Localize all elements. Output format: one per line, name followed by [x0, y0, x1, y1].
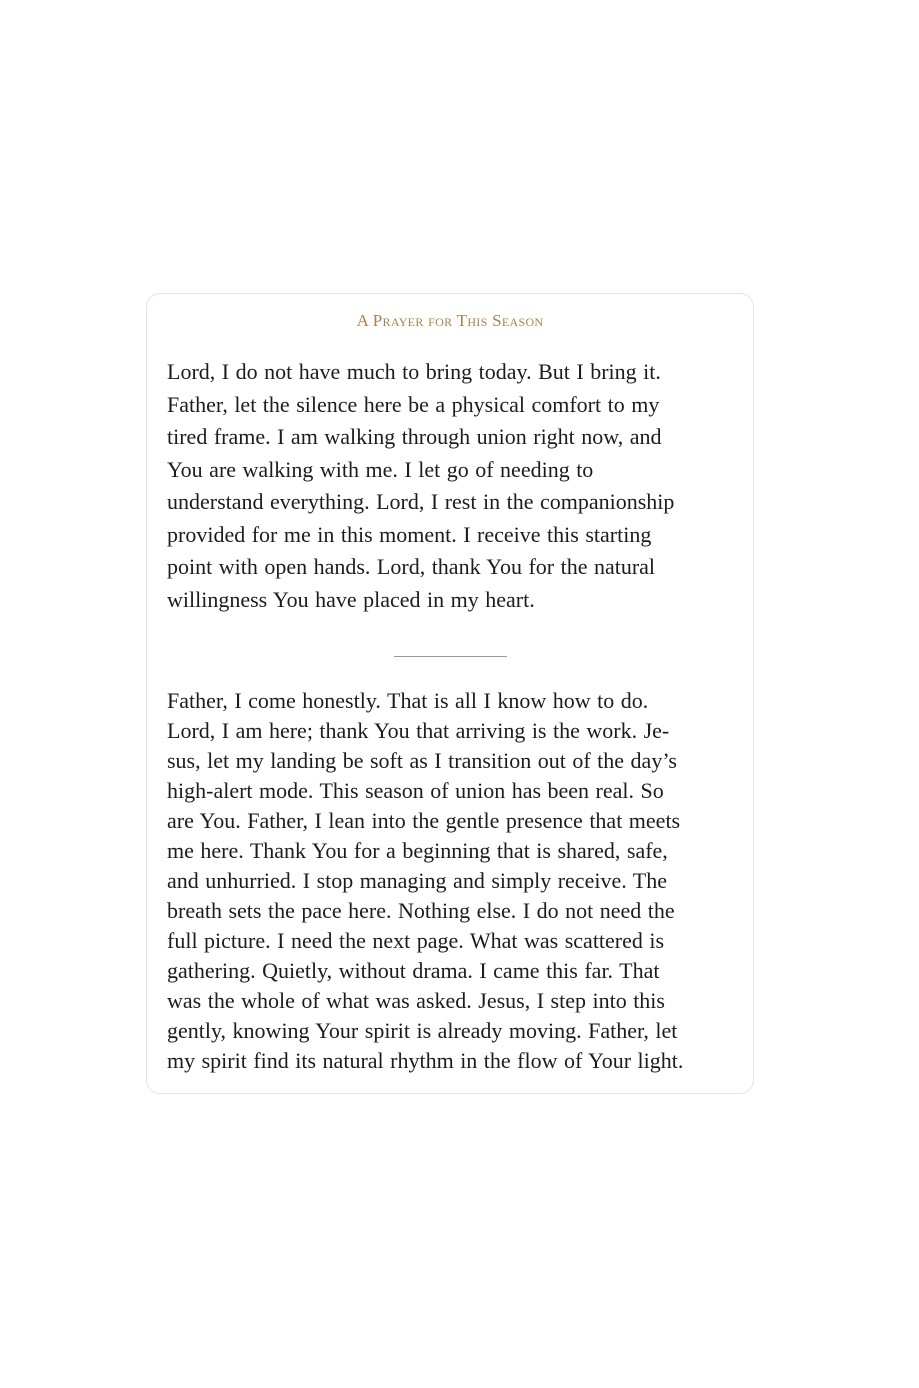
paragraph-line: gently, knowing Your spirit is already moving. Father, let [167, 1018, 678, 1043]
paragraph-line: breath sets the pace here. Nothing else. I do not need the [167, 898, 675, 923]
section-divider [394, 656, 507, 657]
paragraph-line: You are walking with me. I let go of needing to [167, 456, 594, 482]
paragraph-line: Lord, I am here; thank You that arriving is the work. Je- [167, 718, 670, 743]
paragraph-line: full picture. I need the next page. What was scattered is [167, 928, 665, 953]
paragraph-line: Father, I come honestly. That is all I know how to do. [167, 688, 649, 713]
paragraph-line: Lord, I do not have much to bring today. But I bring it. [167, 359, 661, 384]
paragraph-line: point with open hands. Lord, thank You for the natural [167, 554, 656, 579]
paragraph-line: was the whole of what was asked. Jesus, I step into this [167, 988, 665, 1013]
paragraph-line: my spirit find its natural rhythm in the flow of Your light. [167, 1048, 684, 1073]
paragraph-line: high-alert mode. This season of union has been real. So [167, 778, 664, 803]
paragraph-line: me here. Thank You for a beginning that is shared, safe, [167, 838, 668, 863]
card-title: A Prayer for This Season [356, 311, 544, 330]
paragraph-line: willingness You have placed in my heart. [167, 586, 535, 612]
paragraph-line: sus, let my landing be soft as I transition out of the day’s [167, 748, 677, 773]
paragraph-line: provided for me in this moment. I receive this starting [167, 521, 652, 547]
paragraph-line: are You. Father, I lean into the gentle presence that meets [167, 808, 681, 833]
prayer-paragraph-1 [167, 356, 674, 616]
paragraph-line: and unhurried. I stop managing and simply receive. The [167, 868, 668, 893]
paragraph-line: understand everything. Lord, I rest in the companionship [167, 489, 675, 514]
paragraph-line: tired frame. I am walking through union right now, and [167, 424, 662, 449]
prayer-card [146, 293, 754, 1094]
prayer-paragraph-2 [167, 686, 683, 1076]
paragraph-line: gathering. Quietly, without drama. I came this far. That [167, 958, 660, 983]
paragraph-line: Father, let the silence here be a physical comfort to my [167, 391, 660, 417]
